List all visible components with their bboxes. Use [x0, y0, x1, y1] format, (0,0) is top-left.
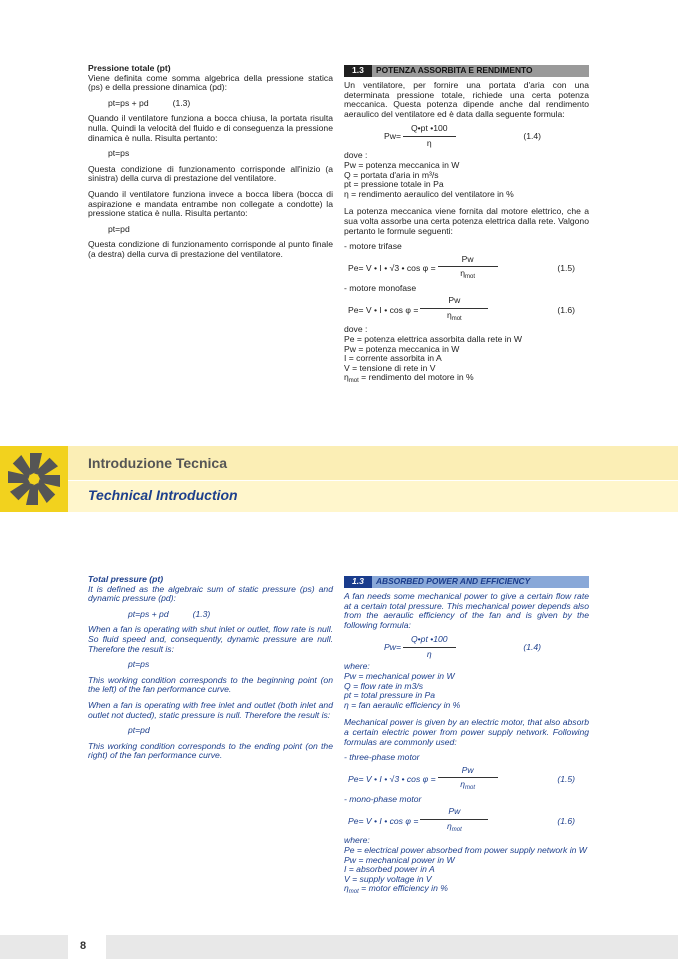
definition-eta-mot — [344, 884, 589, 898]
equation-number: (1.6) — [557, 815, 575, 826]
definition: I = absorbed power in A — [344, 864, 435, 875]
definition: Q = portata d'aria in m³/s — [344, 169, 439, 180]
it-definitions — [344, 161, 589, 199]
eta-subscript: mot — [464, 274, 475, 281]
en-formula-pt-ps: pt=ps — [128, 659, 150, 670]
en-paragraph: When a fan is operating with free inlet and outlet (both inlet and outlet not ducted), static pressure is null. Therefore the result is: — [88, 699, 333, 720]
en-left-column — [88, 575, 333, 767]
page-number: 8 — [80, 940, 87, 952]
eta-symbol: η — [446, 309, 452, 320]
it-paragraph: Questa condizione di funzionamento corrisponde al punto finale (a destra) della curva di prestazione del ventilatore. — [88, 239, 333, 259]
fan-logo-icon — [0, 446, 68, 512]
where-label: where: — [344, 661, 370, 672]
formula-lhs: Pe= V • I • cos φ = — [348, 815, 419, 826]
formula-fraction — [438, 255, 498, 283]
it-formula-1-5 — [348, 253, 589, 281]
en-bullet-three-phase: - three-phase motor — [344, 752, 420, 763]
formula-fraction — [403, 124, 456, 148]
definition-eta-mot — [344, 373, 589, 387]
en-definitions — [344, 672, 589, 710]
definition: Pw = potenza meccanica in W — [344, 159, 460, 170]
denominator: η — [426, 648, 432, 659]
it-section-header — [344, 65, 589, 77]
it-right-column — [344, 65, 589, 387]
formula-text: pt=ps + pd — [108, 97, 149, 108]
banner-row-italian — [68, 446, 678, 480]
definition: pt = pressione totale in Pa — [344, 179, 444, 190]
en-paragraph: When a fan is operating with shut inlet or outlet, flow rate is null. So fluid speed and, consequently, dynamic pressure are null. Therefore the result is: — [88, 624, 333, 654]
en-formula-1-3 — [128, 610, 333, 620]
where-label: where: — [344, 835, 370, 846]
formula-lhs: Pe= V • I • √3 • cos φ = — [348, 773, 436, 784]
it-bullet-three-phase: - motore trifase — [344, 241, 402, 252]
eta-symbol: η — [344, 883, 349, 894]
definition: Pe = electrical power absorbed from power supply network in W — [344, 844, 587, 855]
section-banner — [0, 446, 678, 512]
en-paragraph: This working condition corresponds to the ending point (on the right) of the fan performance curve. — [88, 740, 333, 761]
it-paragraph: Questa condizione di funzionamento corrisponde all'inizio (a sinistra) della curva di prestazione del ventilatore. — [88, 163, 333, 184]
eta-subscript: mot — [348, 889, 359, 896]
equation-number: (1.3) — [192, 608, 211, 619]
equation-number: (1.6) — [557, 304, 575, 315]
denominator: η — [426, 137, 432, 148]
banner-row-english — [68, 481, 678, 512]
it-paragraph: Un ventilatore, per fornire una portata d'aria con una determinata pressione totale, richiede una certa potenza meccanica. Questa potenza dipende anche dal rendimento aeraulico del ventilatore ed è data dalla seguente formula: — [344, 80, 589, 119]
section-number: 1.3 — [344, 576, 372, 588]
it-paragraph: Quando il ventilatore funziona a bocca chiusa, la portata risulta nulla. Quindi la velocità del fluido e di conseguenza la pressione dinamica è nulla. Risulta pertanto: — [88, 113, 333, 143]
it-formula-1-3 — [108, 99, 333, 109]
en-paragraph: This working condition corresponds to the beginning point (on the left) of the fan performance curve. — [88, 674, 333, 695]
definition: pt = total pressure in Pa — [344, 690, 436, 701]
eta-symbol: η — [460, 268, 465, 279]
definition: Q = flow rate in m3/s — [344, 680, 424, 691]
eta-symbol: η — [344, 372, 349, 383]
it-formula-1-6 — [348, 295, 589, 322]
section-number: 1.3 — [344, 65, 372, 77]
it-formula-1-4 — [384, 125, 589, 147]
formula-fraction — [403, 635, 456, 659]
definition: I = corrente assorbita in A — [344, 353, 442, 364]
it-heading-total-pressure: Pressione totale (pt) — [88, 63, 171, 73]
numerator: Pw — [420, 807, 488, 820]
definition-text: = motor efficiency in % — [358, 883, 448, 894]
numerator: Q•pt •100 — [403, 124, 456, 137]
it-formula-pt-ps: pt=ps — [108, 148, 130, 159]
banner-title-italian: Introduzione Tecnica — [88, 455, 227, 471]
en-paragraph: A fan needs some mechanical power to give a certain flow rate at a certain total pressure. This mechanical power depends also from the aeraulic efficiency of the fan and is given by the following formula: — [344, 591, 589, 630]
equation-number: (1.4) — [523, 641, 541, 652]
denominator — [447, 309, 462, 325]
numerator: Pw — [438, 766, 498, 779]
formula-text: pt=ps + pd — [128, 608, 169, 619]
eta-subscript: mot — [348, 378, 359, 385]
en-bullet-mono-phase: - mono-phase motor — [344, 793, 422, 804]
eta-subscript: mot — [451, 315, 462, 322]
en-section-header — [344, 576, 589, 588]
en-definitions-2 — [344, 846, 589, 898]
section-title: POTENZA ASSORBITA E RENDIMENTO — [372, 65, 589, 77]
definition: Pw = mechanical power in W — [344, 670, 455, 681]
where-label: dove : — [344, 324, 368, 335]
numerator: Pw — [438, 255, 498, 268]
formula-lhs: Pw= — [384, 641, 401, 652]
it-paragraph: Quando il ventilatore funziona invece a bocca libera (bocca di aspirazione e mandata entrambe non collegate a condotte) la pressione statica è nulla. Risulta pertanto: — [88, 188, 333, 219]
en-heading-total-pressure: Total pressure (pt) — [88, 574, 164, 584]
banner-title-english: Technical Introduction — [88, 487, 238, 503]
formula-lhs: Pe= V • I • cos φ = — [348, 304, 419, 315]
formula-lhs: Pe= V • I • √3 • cos φ = — [348, 262, 436, 273]
section-title: ABSORBED POWER AND EFFICIENCY — [372, 576, 589, 588]
definition: η = rendimento aeraulico del ventilatore in % — [344, 188, 514, 199]
numerator: Q•pt •100 — [403, 635, 456, 648]
en-paragraph: It is defined as the algebraic sum of static pressure (ps) and dynamic pressure (pd): — [88, 583, 333, 604]
formula-fraction — [420, 296, 488, 324]
en-right-column — [344, 576, 589, 898]
equation-number: (1.3) — [172, 97, 191, 108]
denominator — [460, 267, 475, 283]
definition-text: = rendimento del motore in % — [358, 372, 474, 383]
page-number-box — [68, 935, 106, 959]
equation-number: (1.5) — [557, 773, 575, 784]
en-formula-1-5 — [348, 764, 589, 792]
equation-number: (1.5) — [557, 262, 575, 273]
formula-fraction — [420, 807, 488, 835]
it-formula-pt-pd: pt=pd — [108, 223, 130, 234]
numerator: Pw — [420, 296, 488, 309]
definition: Pw = potenza meccanica in W — [344, 343, 460, 354]
it-paragraph: Viene definita come somma algebrica della pressione statica (ps) e della pressione dinamica (pd): — [88, 72, 333, 93]
denominator — [447, 820, 462, 836]
eta-symbol: η — [446, 820, 452, 831]
definition: η = fan aeraulic efficiency in % — [344, 699, 461, 710]
eta-subscript: mot — [465, 785, 476, 792]
it-definitions-2 — [344, 335, 589, 387]
it-left-column — [88, 64, 333, 266]
en-paragraph: Mechanical power is given by an electric motor, that also absorb a certain electric power from power supply network. Following formulas are commonly used: — [344, 717, 589, 747]
definition: Pw = mechanical power in W — [344, 854, 455, 865]
definition: Pe = potenza elettrica assorbita dalla rete in W — [344, 333, 522, 344]
formula-lhs: Pw= — [384, 130, 401, 141]
en-formula-pt-pd: pt=pd — [128, 725, 150, 736]
denominator — [460, 778, 475, 794]
it-paragraph: La potenza meccanica viene fornita dal motore elettrico, che a sua volta assorbe una certa potenza elettrica dalla rete. Valgono pertanto le formule seguenti: — [344, 206, 589, 236]
logo-box — [0, 446, 68, 512]
definition: V = tensione di rete in V — [344, 362, 436, 373]
it-bullet-mono-phase: - motore monofase — [344, 282, 417, 293]
page-footer — [0, 935, 678, 959]
equation-number: (1.4) — [523, 130, 541, 141]
formula-fraction — [438, 766, 498, 794]
definition: V = supply voltage in V — [344, 873, 432, 884]
eta-subscript: mot — [451, 826, 462, 833]
en-formula-1-6 — [348, 806, 589, 833]
eta-symbol: η — [460, 779, 466, 790]
en-formula-1-4 — [384, 636, 589, 658]
where-label: dove : — [344, 150, 368, 161]
